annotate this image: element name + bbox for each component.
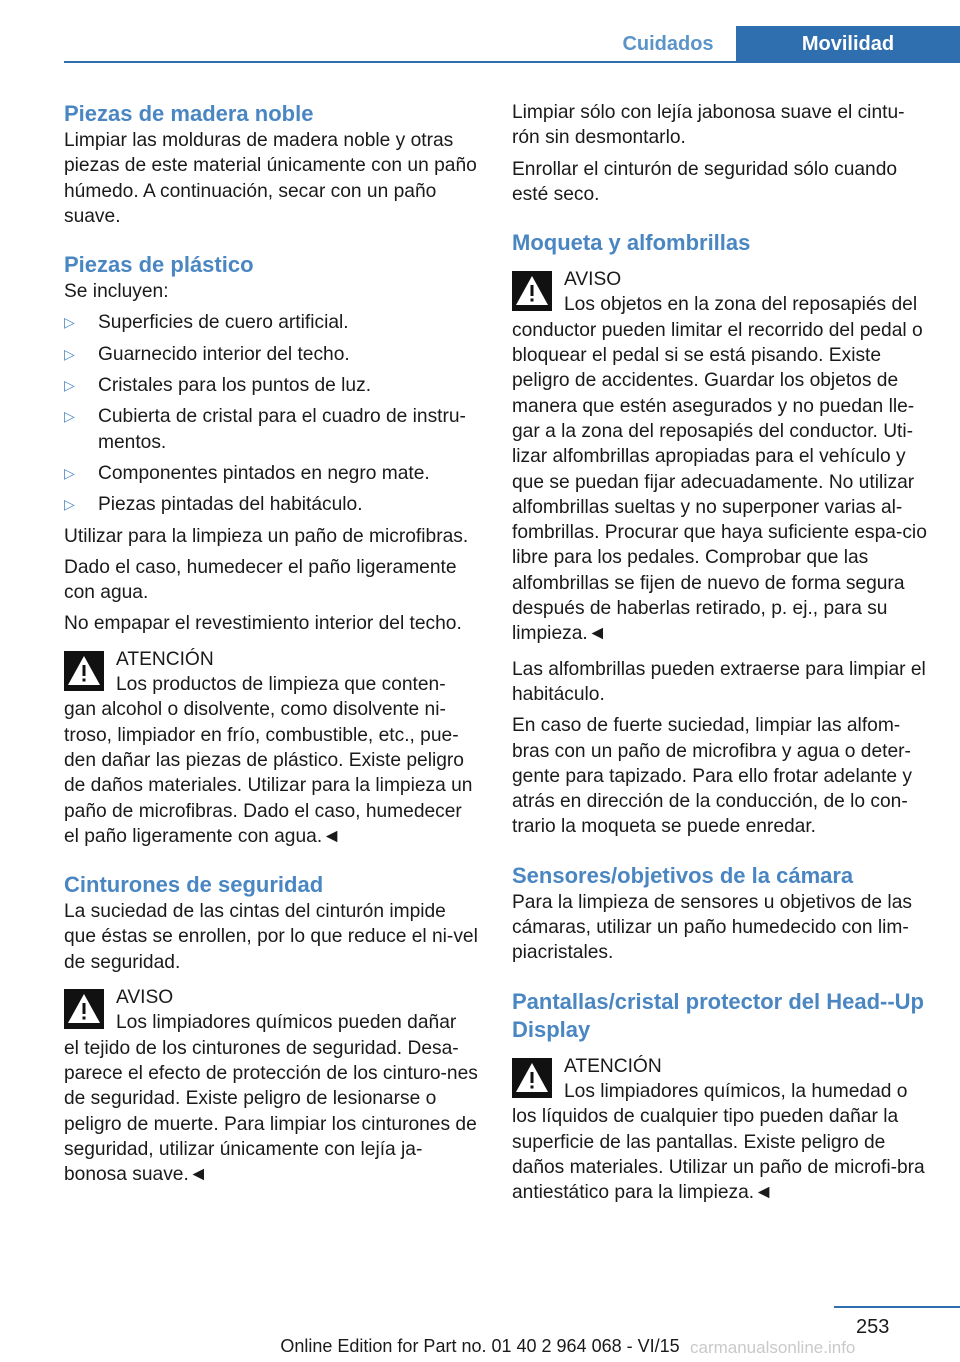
footer-divider [834, 1306, 960, 1308]
warning-title: ATENCIÓN [116, 648, 214, 670]
paragraph-madera: Limpiar las molduras de madera noble y otras piezas de este material únicamente con un paño húmedo. A continuación, secar con un paño suave. [64, 130, 477, 227]
warning-triangle-icon [512, 271, 552, 311]
triangle-bullet-icon: ▷ [64, 314, 75, 331]
triangle-bullet-icon: ▷ [64, 464, 75, 481]
list-item: ▷ Componentes pintados en negro mate. [64, 461, 482, 486]
paragraph-se-incluyen: Se incluyen: [64, 281, 169, 303]
warning-title: AVISO [116, 987, 174, 1009]
triangle-bullet-icon: ▷ [64, 408, 75, 425]
list-item: ▷ Piezas pintadas del habitáculo. [64, 492, 482, 517]
heading-cinturones: Cinturones de seguridad [64, 872, 324, 898]
paragraph-cinturones: La suciedad de las cintas del cinturón impide que éstas se enrollen, por lo que reduce el ni-vel de seguridad. [64, 901, 478, 973]
warning-first-line: Los limpiadores químicos, la humedad o [564, 1080, 908, 1102]
paragraph-enrollar: Enrollar el cinturón de seguridad sólo cuando esté seco. [512, 158, 898, 205]
right-column [512, 100, 930, 1215]
tab-cuidados[interactable]: Cuidados [622, 32, 714, 55]
plastic-parts-list [64, 310, 482, 517]
paragraph-microfibras: Utilizar para la limpieza un paño de microfibras. [64, 525, 469, 547]
paragraph-sensores: Para la limpieza de sensores u objetivos de las cámaras, utilizar un paño humedecido con lim-piacristales. [512, 891, 912, 964]
paragraph-limpiar-cinturon: Limpiar sólo con lejía jabonosa suave el cintu-rón sin desmontarlo. [512, 102, 905, 149]
left-column [64, 100, 482, 1197]
warning-first-line: Los objetos en la zona del reposapiés del [564, 294, 918, 316]
warning-first-line: Los productos de limpieza que conten- [116, 674, 446, 696]
tab-movilidad[interactable]: Movilidad [736, 26, 960, 62]
warning-atencion-plastico [64, 647, 482, 849]
list-item: ▷ Guarnecido interior del techo. [64, 342, 482, 367]
triangle-bullet-icon: ▷ [64, 377, 75, 394]
list-item: ▷ Superficies de cuero artificial. [64, 310, 482, 335]
heading-piezas-plastico: Piezas de plástico [64, 252, 254, 278]
warning-atencion-pantallas [512, 1054, 930, 1206]
warning-first-line: Los limpiadores químicos pueden dañar [116, 1012, 457, 1034]
warning-title: ATENCIÓN [564, 1055, 662, 1077]
footer-edition: Online Edition for Part no. 01 40 2 964 068 - VI/15 [280, 1336, 680, 1356]
watermark: carmanualsonline.info [690, 1338, 856, 1357]
warning-triangle-icon [64, 989, 104, 1029]
heading-piezas-madera: Piezas de madera noble [64, 101, 314, 126]
warning-title: AVISO [564, 269, 622, 291]
page-number: 253 [856, 1316, 890, 1338]
paragraph-dado-el-caso: Dado el caso, humedecer el paño ligeramente con agua. [64, 556, 457, 604]
warning-body: conductor pueden limitar el recorrido del pedal o bloquear el pedal si se está pisando. Existe peligro de accidentes. Guardar los objetos de manera que estén asegurados y no puedan lle-gar a la zona del reposapiés del conductor. Uti-lizar alfombrillas apropiadas para el vehículo y que se puedan fijar adecuadamente. No utilizar alfombrillas sueltas y no superponer varias al-fombrillas. Procurar que haya suficiente espa-cio libre para los pedales. Comprobar que las alfombrillas se fijen de nuevo de forma segura después de haberlas retirado, p. ej., para su limpieza.◄ [512, 319, 927, 645]
warning-triangle-icon [64, 651, 104, 691]
warning-body: el tejido de los cinturones de seguridad. Desa-parece el efecto de protección de los cinturo-nes de seguridad. Existe peligro de lesionarse o peligro de muerte. Para limpiar los cinturones de seguridad, utilizar únicamente con lejía ja-bonosa suave.◄ [64, 1037, 478, 1186]
triangle-bullet-icon: ▷ [64, 345, 75, 362]
list-item: ▷ Cristales para los puntos de luz. [64, 373, 482, 398]
paragraph-no-empapar: No empapar el revestimiento interior del techo. [64, 613, 462, 635]
warning-body: los líquidos de cualquier tipo pueden dañar la superficie de las pantallas. Existe peligro de daños materiales. Utilizar un paño de microfi-bra antiestático para la limpieza.◄ [512, 1106, 925, 1204]
heading-moqueta: Moqueta y alfombrillas [512, 230, 751, 256]
list-item: ▷ Cubierta de cristal para el cuadro de instru-mentos. [64, 406, 466, 453]
warning-triangle-icon [512, 1058, 552, 1098]
warning-aviso-moqueta [512, 267, 930, 646]
heading-pantallas: Pantallas/cristal protector del Head--Up Display [512, 988, 924, 1042]
header-tabs [600, 26, 960, 62]
warning-body: gan alcohol o disolvente, como disolvente ni-troso, limpiador en frío, combustible, etc., pue-den dañar las piezas de plástico. Existe peligro de daños materiales. Utilizar para la limpieza un paño de microfibras. Dado el caso, humedecer el paño ligeramente con agua.◄ [64, 699, 473, 847]
header-divider [64, 61, 960, 63]
paragraph-suciedad: En caso de fuerte suciedad, limpiar las alfom-bras con un paño de microfibra y agua o deter-gente para tapizado. Para ello frotar adelante y atrás en dirección de la conducción, de lo con-trario la moqueta se puede enredar. [512, 715, 913, 838]
paragraph-alfombrillas: Las alfombrillas pueden extraerse para limpiar el habitáculo. [512, 658, 926, 705]
heading-sensores: Sensores/objetivos de la cámara [512, 862, 854, 888]
triangle-bullet-icon: ▷ [64, 496, 75, 513]
warning-aviso-cinturones [64, 985, 482, 1187]
